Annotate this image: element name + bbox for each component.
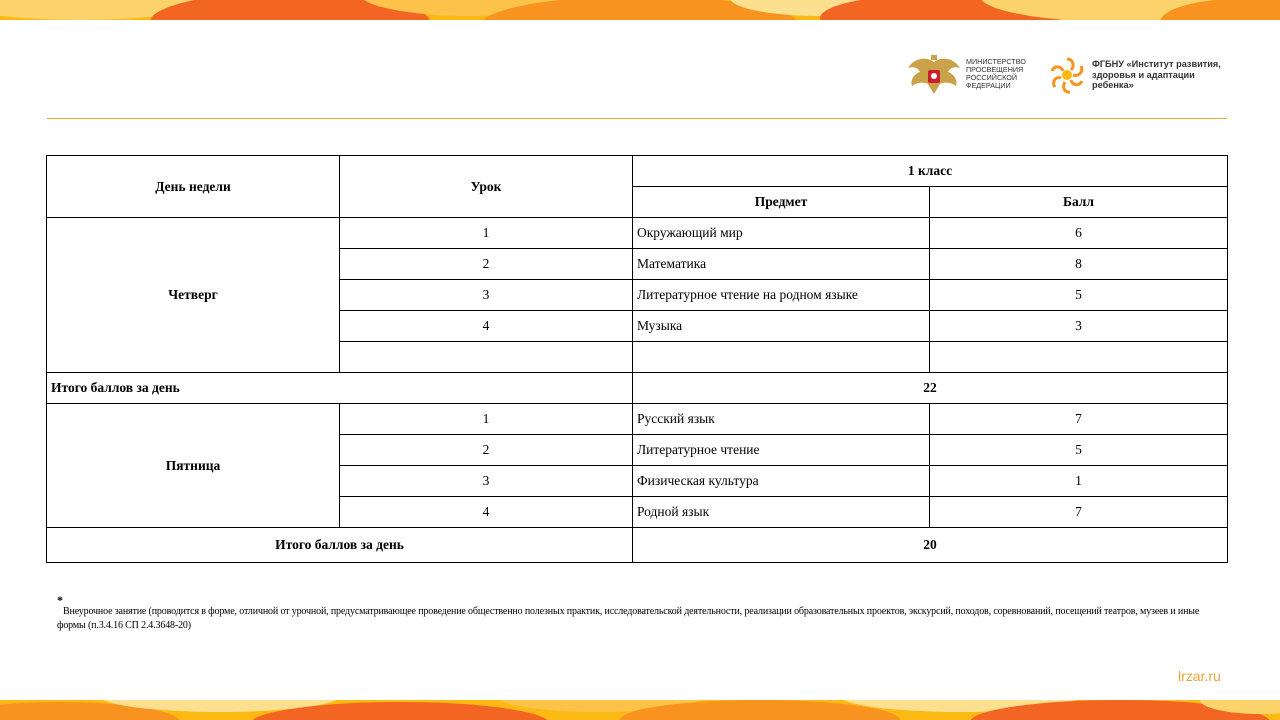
table-row (47, 404, 1228, 435)
header-day: День недели (47, 156, 340, 218)
score-cell: 7 (930, 404, 1228, 435)
total-value: 22 (633, 373, 1228, 404)
subject-cell: Литературное чтение на родном языке (633, 280, 930, 311)
total-label: Итого баллов за день (47, 373, 633, 404)
institute-line: ребенка» (1092, 80, 1134, 90)
flower-icon (1046, 54, 1088, 96)
ministry-line: ФЕДЕРАЦИИ (966, 81, 1011, 90)
subject-cell: Физическая культура (633, 466, 930, 497)
footnote (57, 593, 1227, 633)
lesson-number (340, 342, 633, 373)
header-subject: Предмет (633, 187, 930, 218)
bottom-decorative-band (0, 700, 1280, 720)
day-name: Пятница (47, 404, 340, 528)
schedule-table (46, 155, 1228, 563)
header-lesson: Урок (340, 156, 633, 218)
institute-line: здоровья и адаптации (1092, 69, 1195, 80)
score-cell: 5 (930, 435, 1228, 466)
score-cell: 3 (930, 311, 1228, 342)
lesson-number: 4 (340, 311, 633, 342)
lesson-number: 2 (340, 435, 633, 466)
ministry-line: РОССИЙСКОЙ (966, 73, 1017, 82)
double-headed-eagle-icon (906, 54, 962, 98)
institute-logo (1046, 52, 1236, 98)
subject-cell: Музыка (633, 311, 930, 342)
score-cell: 6 (930, 218, 1228, 249)
score-cell: 5 (930, 280, 1228, 311)
subject-cell: Родной язык (633, 497, 930, 528)
top-decorative-band (0, 0, 1280, 20)
header-row (47, 156, 1228, 187)
lesson-number: 3 (340, 466, 633, 497)
total-row (47, 373, 1228, 404)
total-label: Итого баллов за день (47, 528, 633, 563)
ministry-line: ПРОСВЕЩЕНИЯ (966, 65, 1024, 74)
site-link[interactable]: lrzar.ru (1178, 668, 1221, 684)
subject-cell: Окружающий мир (633, 218, 930, 249)
score-cell: 8 (930, 249, 1228, 280)
header-score: Балл (930, 187, 1228, 218)
subject-cell: Математика (633, 249, 930, 280)
header-divider (47, 118, 1227, 119)
lesson-number: 1 (340, 404, 633, 435)
lesson-number: 3 (340, 280, 633, 311)
table-row (47, 218, 1228, 249)
footnote-marker: * (57, 593, 63, 607)
header-logos (906, 52, 1236, 98)
day-name: Четверг (47, 218, 340, 373)
lesson-number: 1 (340, 218, 633, 249)
lesson-number: 4 (340, 497, 633, 528)
ministry-logo (906, 52, 1036, 98)
subject-cell: Литературное чтение (633, 435, 930, 466)
ministry-line: МИНИСТЕРСТВО (966, 57, 1026, 66)
institute-line: ФГБНУ «Институт развития, (1092, 59, 1221, 69)
score-cell: 1 (930, 466, 1228, 497)
lesson-number: 2 (340, 249, 633, 280)
total-value: 20 (633, 528, 1228, 563)
subject-cell: Русский язык (633, 404, 930, 435)
score-cell: 7 (930, 497, 1228, 528)
total-row (47, 528, 1228, 563)
header-class: 1 класс (633, 156, 1228, 187)
footnote-text: Внеурочное занятие (проводится в форме, отличной от урочной, предусматривающее проведение общественно полезных практик, исследовательской деятельности, реализации образовательных проектов, экскурсий, походов, соревнований, посещений театров, музеев и иные формы (п.3.4.16 СП 2.4.3648-20) (57, 606, 1200, 631)
score-cell (930, 342, 1228, 373)
subject-cell (633, 342, 930, 373)
